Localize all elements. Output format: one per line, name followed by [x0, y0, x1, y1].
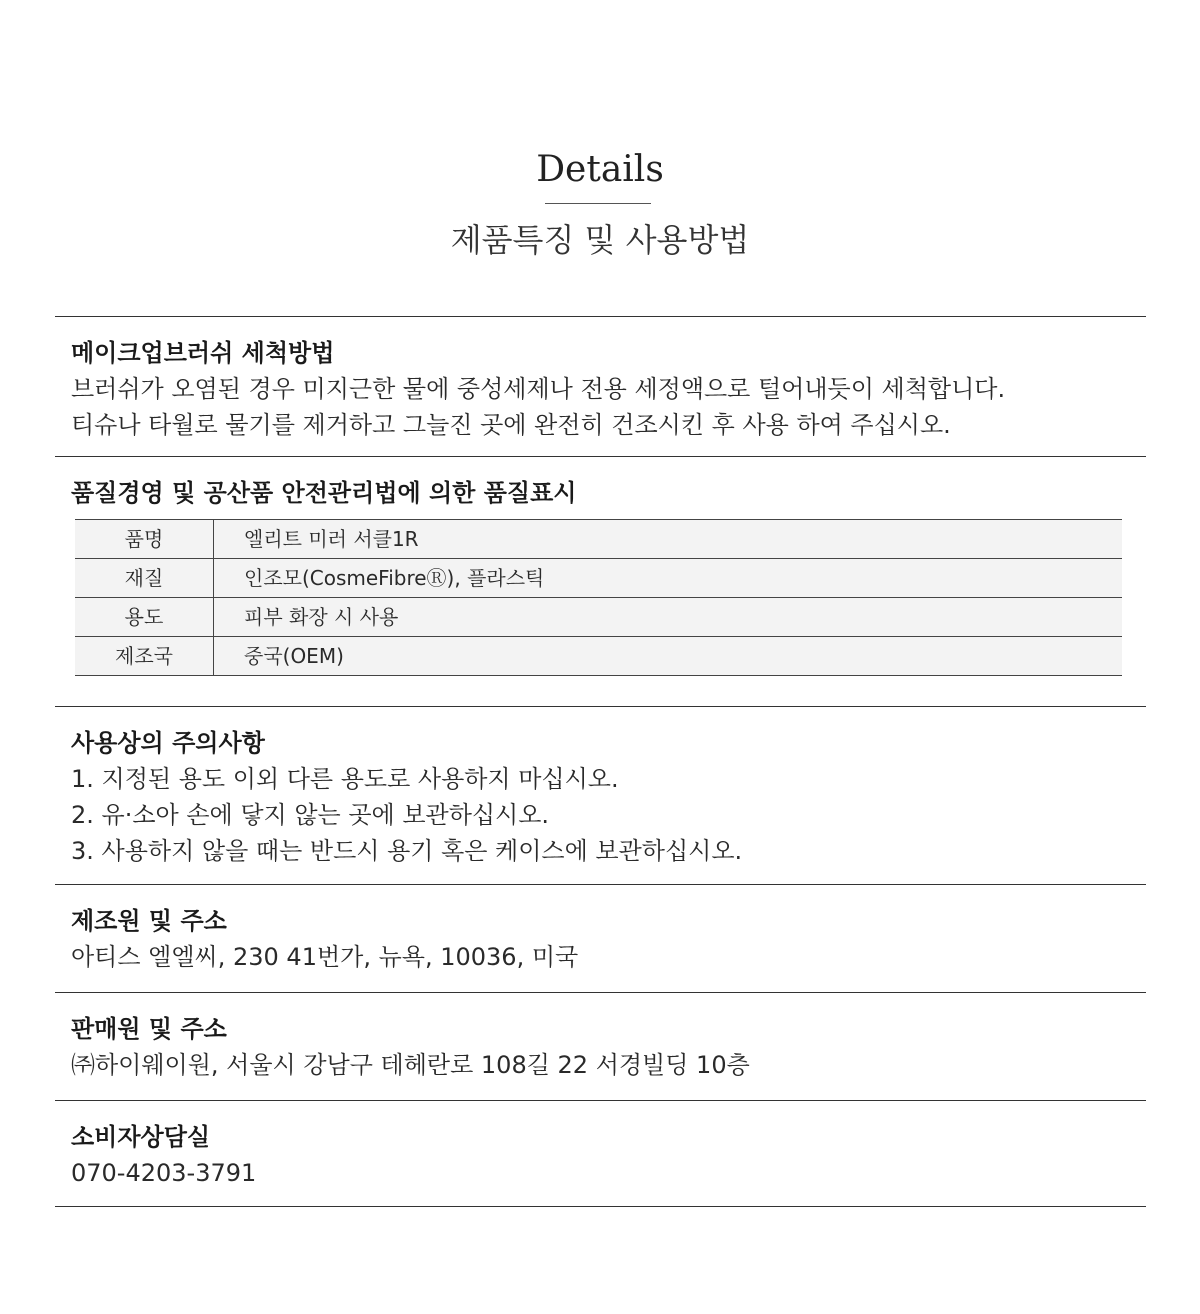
seller-body: [71, 1047, 750, 1083]
manufacturer-section: [55, 884, 1146, 993]
seller-address: ㈜하이웨이원, 서울시 강남구 테헤란로 108길 22 서경빌딩 10층: [71, 1051, 750, 1079]
cleaning-section: [55, 316, 1146, 457]
cautions-section: [55, 706, 1146, 885]
title-divider: [545, 203, 651, 204]
quality-key: 용도: [75, 598, 214, 637]
details-subtitle: 제품특징 및 사용방법: [450, 221, 750, 259]
table-row: [75, 520, 1122, 559]
caution-item: 2. 유·소아 손에 닿지 않는 곳에 보관하십시오.: [71, 801, 550, 829]
cleaning-line: 브러쉬가 오염된 경우 미지근한 물에 중성세제나 전용 세정액으로 털어내듯이 세척합니다.: [71, 375, 1006, 403]
caution-item: 1. 지정된 용도 이외 다른 용도로 사용하지 마십시오.: [71, 765, 619, 793]
manufacturer-address: 아티스 엘엘씨, 230 41번가, 뉴욕, 10036, 미국: [71, 943, 579, 971]
consumer-body: [71, 1155, 256, 1191]
cleaning-title: 메이크업브러쉬 세척방법: [71, 339, 335, 367]
consumer-phone: 070-4203-3791: [71, 1159, 257, 1187]
table-row: [75, 598, 1122, 637]
quality-key: 제조국: [75, 637, 214, 676]
cleaning-body: [71, 371, 1005, 443]
quality-value: 중국(OEM): [214, 637, 1123, 676]
table-row: [75, 637, 1122, 676]
quality-key: 품명: [75, 520, 214, 559]
manufacturer-body: [71, 939, 578, 975]
details-title: Details: [536, 149, 664, 190]
quality-value: 피부 화장 시 사용: [214, 598, 1123, 637]
quality-value: 엘리트 미러 서클1R: [214, 520, 1123, 559]
quality-key: 재질: [75, 559, 214, 598]
caution-item: 3. 사용하지 않을 때는 반드시 용기 혹은 케이스에 보관하십시오.: [71, 837, 743, 865]
seller-section: [55, 992, 1146, 1101]
cleaning-line: 티슈나 타월로 물기를 제거하고 그늘진 곳에 완전히 건조시킨 후 사용 하여 주십시오.: [71, 411, 951, 439]
quality-table: [75, 519, 1122, 676]
manufacturer-title: 제조원 및 주소: [71, 907, 227, 935]
cautions-body: [71, 761, 742, 869]
quality-section: [55, 456, 1146, 707]
cautions-title: 사용상의 주의사항: [71, 729, 265, 757]
quality-title: 품질경영 및 공산품 안전관리법에 의한 품질표시: [71, 479, 577, 507]
seller-title: 판매원 및 주소: [71, 1015, 227, 1043]
consumer-title: 소비자상담실: [71, 1123, 211, 1151]
table-row: [75, 559, 1122, 598]
consumer-section: [55, 1100, 1146, 1207]
quality-value: 인조모(CosmeFibreⓇ), 플라스틱: [214, 559, 1123, 598]
